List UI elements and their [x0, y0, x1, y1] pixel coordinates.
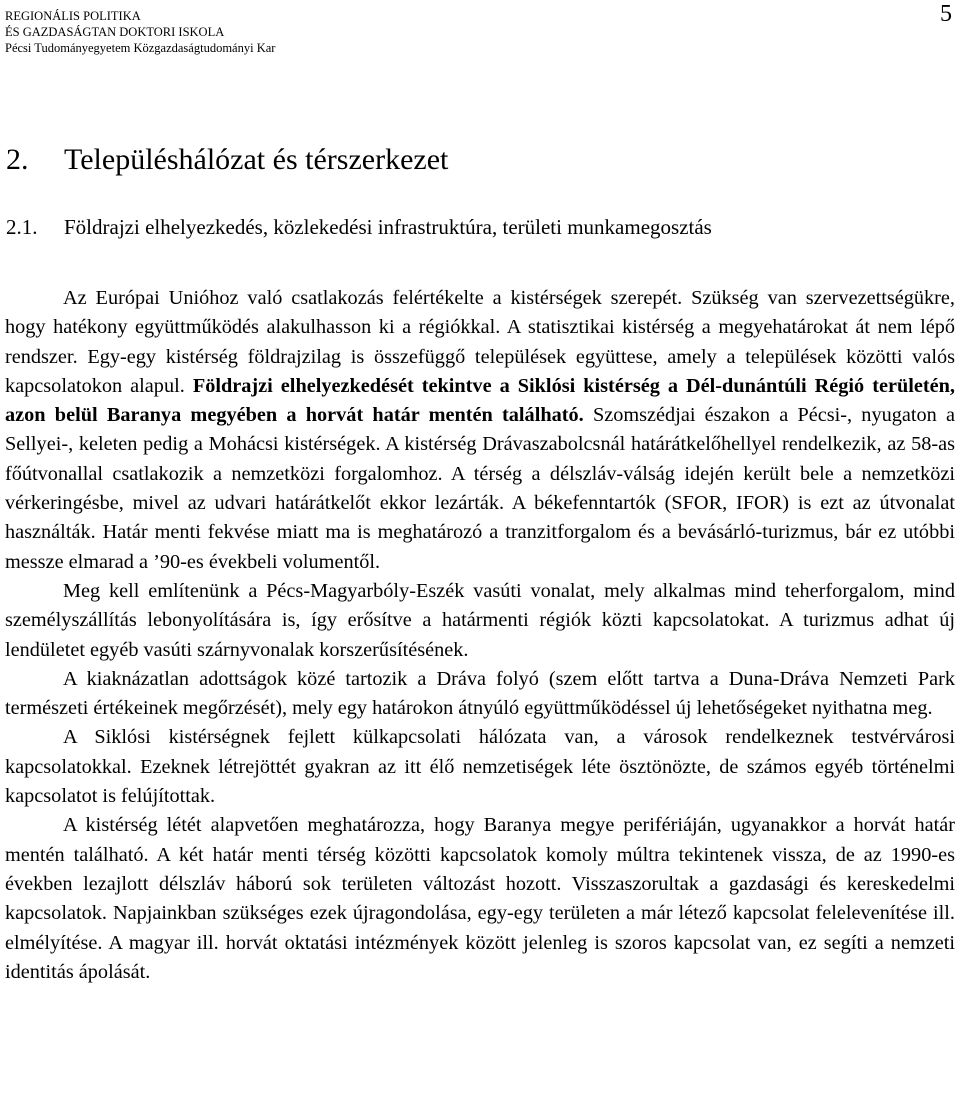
page-number: 5 — [940, 1, 952, 27]
paragraph-1-bold-location: Földrajzi elhelyezkedését tekintve a Siklósi kistérség a Dél-dunántúli Régió területén, azon belül Baranya megyében a horvát határ mentén található. — [5, 374, 955, 427]
header-university-line: Pécsi Tudományegyetem Közgazdaságtudományi Kar — [5, 41, 276, 55]
section-heading — [6, 213, 712, 241]
chapter-title: Településhálózat és térszerkezet — [64, 143, 449, 176]
paragraph-1-rest: Szomszédjai északon a Pécsi-, nyugaton a Sellyei-, keleten pedig a Mohácsi kistérségek. A kistérség Drávaszabolcsnál határátkelőhellyel rendelkezik, az 58-as főútvonallal csatlakozik a nemzetközi forgalomhoz. A térség a délszláv-válság idején került bele a nemzetközi vérkeringésbe, mivel az udvari határátkelőt ekkor lezárták. A békefenntartók (SFOR, IFOR) is ezt az útvonalat használták. Határ menti fekvése miatt ma is meghatározó a tranzitforgalom és a bevásárló-turizmus, bár ez utóbbi messze elmarad a ’90-es évekbeli volumentől. — [5, 404, 956, 573]
paragraph-2: Meg kell említenünk a Pécs-Magyarbóly-Eszék vasúti vonalat, mely alkalmas mind teherforgalom, mind személyszállítás lebonyolítására is, így erősítve a határmenti régiók közti kapcsolatokat. A turizmus adhat új lendületet egyéb vasúti szárnyvonalak korszerűsítésének. — [5, 579, 955, 661]
paragraph-4: A Siklósi kistérségnek fejlett külkapcsolati hálózata van, a városok rendelkeznek testvérvárosi kapcsolatokkal. Ezeknek létrejöttét gyakran az itt élő nemzetiségek léte ösztönözte, de számos egyéb történelmi kapcsolatot is felújítottak. — [5, 726, 955, 808]
chapter-number: 2. — [6, 143, 29, 176]
section-number: 2.1. — [6, 215, 38, 239]
paragraph-1-intro: Az Európai Unióhoz való csatlakozás felértékelte a kistérségek szerepét. Szükség van szervezettségükre, hogy hatékony együttműködés alakulhasson ki a régiókkal. A statisztikai kistérség a megyehatárokat át nem lépő rendszer. Egy-egy kistérség földrajzilag is összefüggő települések együttese, amely a települések közötti valós kapcsolatokon alapul. — [5, 287, 955, 397]
document-header — [5, 8, 275, 56]
chapter-heading — [6, 141, 448, 179]
body-text — [5, 284, 955, 987]
section-title: Földrajzi elhelyezkedés, közlekedési infrastruktúra, területi munkamegosztás — [64, 215, 712, 239]
paragraph-1 — [5, 284, 955, 577]
paragraph-5: A kistérség létét alapvetően meghatározza, hogy Baranya megye perifériáján, ugyanakkor a horvát határ mentén található. A két határ menti térség közötti kapcsolatok komoly múltra tekintenek vissza, de az 1990-es években lezajlott délszláv háború sok területen változást hozott. Visszaszorultak a gazdasági és kereskedelmi kapcsolatok. Napjainkban szükséges ezek újragondolása, egy-egy területen a már létező kapcsolat felelevenítése ill. elmélyítése. A magyar ill. horvát oktatási intézmények között jelenleg is szoros kapcsolat van, ez segíti a nemzeti identitás ápolását. — [5, 814, 955, 983]
paragraph-3: A kiaknázatlan adottságok közé tartozik a Dráva folyó (szem előtt tartva a Duna-Dráva Nemzeti Park természeti értékeinek megőrzését), mely egy határokon átnyúló együttműködéssel új lehetőségeket nyithatna meg. — [5, 667, 955, 720]
header-school-line: ÉS GAZDASÁGTAN DOKTORI ISKOLA — [5, 25, 225, 39]
header-program-line: REGIONÁLIS POLITIKA — [5, 9, 141, 23]
